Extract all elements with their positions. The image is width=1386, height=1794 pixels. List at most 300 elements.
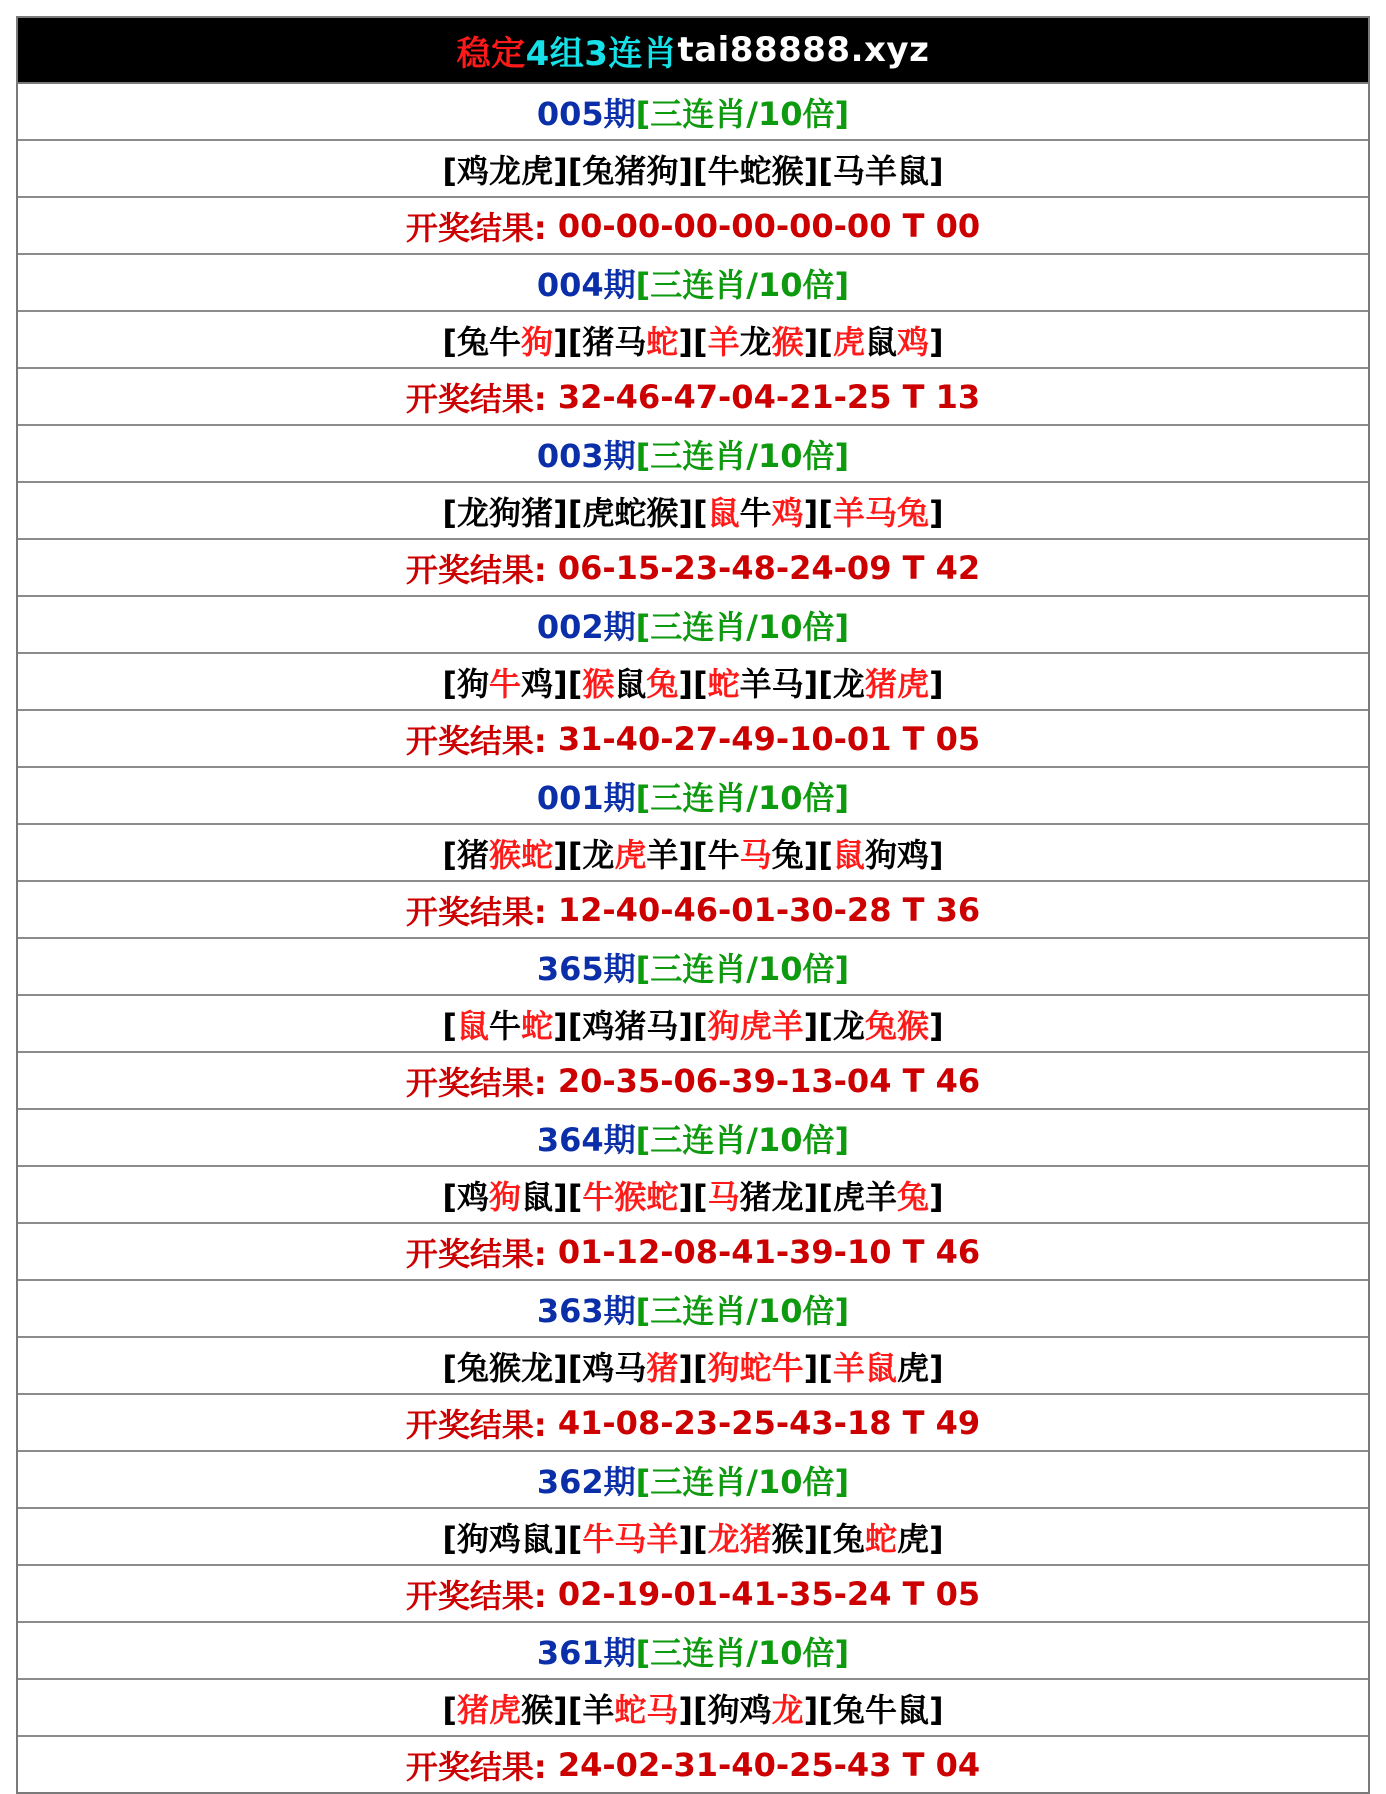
period-label: 001期 xyxy=(536,778,636,817)
group-close-bracket: ] xyxy=(678,664,693,703)
group-open-bracket: [ xyxy=(693,1690,708,1729)
zodiac: 虎 xyxy=(521,151,554,190)
zodiac-group xyxy=(568,830,693,876)
zodiac: 牛 xyxy=(489,1006,522,1045)
zodiac-hit: 狗 xyxy=(707,1006,740,1045)
bet-tag: [三连肖/10倍] xyxy=(635,265,850,304)
bet-tag: [三连肖/10倍] xyxy=(635,1462,850,1501)
group-open-bracket: [ xyxy=(442,1519,458,1558)
group-close-bracket: ] xyxy=(928,835,944,874)
zodiac-group xyxy=(568,1343,693,1389)
period-row xyxy=(18,1621,1368,1678)
group-close-bracket: ] xyxy=(928,493,944,532)
zodiac-hit: 牛 xyxy=(489,664,522,703)
zodiac: 鸡 xyxy=(457,1177,490,1216)
group-close-bracket: ] xyxy=(678,493,693,532)
zodiac: 牛 xyxy=(864,1690,897,1729)
zodiac-group xyxy=(693,1685,818,1731)
zodiac-hit: 兔 xyxy=(864,1006,897,1045)
result-numbers: 02-19-01-41-35-24 T 05 xyxy=(557,1574,981,1613)
zodiac: 龙 xyxy=(832,664,865,703)
group-open-bracket: [ xyxy=(818,1006,833,1045)
zodiac-hit: 羊 xyxy=(707,322,740,361)
group-close-bracket: ] xyxy=(803,1690,819,1729)
zodiac-group xyxy=(442,659,567,705)
zodiac-hit: 猪 xyxy=(646,1348,679,1387)
group-close-bracket: ] xyxy=(803,322,819,361)
period-label: 361期 xyxy=(536,1633,636,1672)
zodiac-groups-row xyxy=(18,1507,1368,1564)
group-open-bracket: [ xyxy=(693,1519,708,1558)
result-label: 开奖结果: xyxy=(405,1747,558,1786)
zodiac-hit: 马 xyxy=(646,1690,679,1729)
zodiac-group xyxy=(568,1172,693,1218)
group-close-bracket: ] xyxy=(553,1519,568,1558)
zodiac: 鸡 xyxy=(489,1519,522,1558)
period-label: 362期 xyxy=(536,1462,636,1501)
zodiac-group xyxy=(442,830,567,876)
bet-tag: [三连肖/10倍] xyxy=(635,949,850,988)
result-label: 开奖结果: xyxy=(405,208,558,247)
zodiac: 猪 xyxy=(739,1177,772,1216)
zodiac: 鼠 xyxy=(521,1177,554,1216)
group-open-bracket: [ xyxy=(567,322,583,361)
period-row xyxy=(18,1450,1368,1507)
group-open-bracket: [ xyxy=(442,1177,458,1216)
zodiac-group xyxy=(693,659,818,705)
zodiac-group xyxy=(818,1001,943,1047)
zodiac-hit: 龙 xyxy=(707,1519,740,1558)
result-row xyxy=(18,1051,1368,1108)
group-open-bracket: [ xyxy=(818,1690,833,1729)
bet-tag: [三连肖/10倍] xyxy=(635,1633,850,1672)
zodiac: 龙 xyxy=(832,1006,865,1045)
result-row xyxy=(18,538,1368,595)
zodiac-group xyxy=(818,659,943,705)
zodiac-hit: 蛇 xyxy=(864,1519,897,1558)
result-row xyxy=(18,367,1368,424)
result-row xyxy=(18,1735,1368,1792)
title-part-stable: 稳定 xyxy=(456,33,526,74)
zodiac-group xyxy=(693,1343,818,1389)
zodiac: 蛇 xyxy=(614,493,647,532)
zodiac-groups-row xyxy=(18,481,1368,538)
zodiac: 虎 xyxy=(896,1348,929,1387)
zodiac: 兔 xyxy=(457,322,490,361)
zodiac-group xyxy=(818,1685,943,1731)
zodiac-hit: 蛇 xyxy=(521,835,554,874)
zodiac: 马 xyxy=(832,151,865,190)
zodiac: 猴 xyxy=(771,1519,804,1558)
group-open-bracket: [ xyxy=(442,1006,458,1045)
group-open-bracket: [ xyxy=(442,493,458,532)
zodiac-group xyxy=(693,317,818,363)
zodiac-hit: 龙 xyxy=(771,1690,804,1729)
zodiac-group xyxy=(818,488,943,534)
group-close-bracket: ] xyxy=(678,322,693,361)
zodiac: 猴 xyxy=(521,1690,554,1729)
group-open-bracket: [ xyxy=(818,1519,833,1558)
group-open-bracket: [ xyxy=(818,151,833,190)
zodiac-hit: 虎 xyxy=(896,664,929,703)
zodiac-hit: 虎 xyxy=(489,1690,522,1729)
zodiac-hit: 马 xyxy=(707,1177,740,1216)
zodiac-hit: 狗 xyxy=(707,1348,740,1387)
group-close-bracket: ] xyxy=(928,1519,944,1558)
zodiac-group xyxy=(568,1001,693,1047)
zodiac-hit: 羊 xyxy=(832,1348,865,1387)
zodiac-group xyxy=(693,1514,818,1560)
zodiac-group xyxy=(442,317,567,363)
group-open-bracket: [ xyxy=(567,151,583,190)
zodiac-group xyxy=(693,146,818,192)
zodiac: 虎 xyxy=(832,1177,865,1216)
zodiac-group xyxy=(442,1685,567,1731)
zodiac: 龙 xyxy=(457,493,490,532)
group-open-bracket: [ xyxy=(693,493,708,532)
result-row xyxy=(18,709,1368,766)
zodiac-group xyxy=(818,1514,943,1560)
zodiac: 龙 xyxy=(521,1348,554,1387)
zodiac-hit: 马 xyxy=(614,1519,647,1558)
zodiac-group xyxy=(568,1685,693,1731)
group-open-bracket: [ xyxy=(818,664,833,703)
period-label: 365期 xyxy=(536,949,636,988)
zodiac: 羊 xyxy=(646,835,679,874)
group-open-bracket: [ xyxy=(693,1006,708,1045)
bet-tag: [三连肖/10倍] xyxy=(635,1291,850,1330)
zodiac: 马 xyxy=(614,1348,647,1387)
group-open-bracket: [ xyxy=(567,664,583,703)
zodiac: 龙 xyxy=(489,151,522,190)
zodiac: 兔 xyxy=(457,1348,490,1387)
zodiac: 鼠 xyxy=(521,1519,554,1558)
zodiac-group xyxy=(442,146,567,192)
zodiac: 猪 xyxy=(521,493,554,532)
title-part-groups: 4组3连肖 xyxy=(525,33,678,74)
zodiac: 鸡 xyxy=(457,151,490,190)
result-numbers: 06-15-23-48-24-09 T 42 xyxy=(557,548,981,587)
zodiac: 狗 xyxy=(864,835,897,874)
group-close-bracket: ] xyxy=(928,1690,944,1729)
result-label: 开奖结果: xyxy=(405,1405,558,1444)
prediction-board xyxy=(16,16,1370,1794)
zodiac-group xyxy=(568,1514,693,1560)
zodiac: 兔 xyxy=(832,1690,865,1729)
result-label: 开奖结果: xyxy=(405,1063,558,1102)
group-open-bracket: [ xyxy=(567,1348,583,1387)
result-numbers: 32-46-47-04-21-25 T 13 xyxy=(557,377,981,416)
zodiac-group xyxy=(568,488,693,534)
zodiac: 羊 xyxy=(739,664,772,703)
group-close-bracket: ] xyxy=(678,1519,693,1558)
group-close-bracket: ] xyxy=(803,835,819,874)
result-row xyxy=(18,880,1368,937)
result-label: 开奖结果: xyxy=(405,1234,558,1273)
group-close-bracket: ] xyxy=(803,1177,819,1216)
zodiac-group xyxy=(568,659,693,705)
zodiac-hit: 虎 xyxy=(614,835,647,874)
zodiac: 狗 xyxy=(707,1690,740,1729)
result-label: 开奖结果: xyxy=(405,721,558,760)
period-row xyxy=(18,84,1368,139)
period-row xyxy=(18,1108,1368,1165)
zodiac-group xyxy=(442,488,567,534)
group-open-bracket: [ xyxy=(567,1177,583,1216)
zodiac: 兔 xyxy=(832,1519,865,1558)
zodiac-group xyxy=(818,146,943,192)
bet-tag: [三连肖/10倍] xyxy=(635,778,850,817)
zodiac-hit: 鸡 xyxy=(771,493,804,532)
zodiac: 狗 xyxy=(646,151,679,190)
zodiac-group xyxy=(568,317,693,363)
group-close-bracket: ] xyxy=(928,1177,944,1216)
result-numbers: 24-02-31-40-25-43 T 04 xyxy=(557,1745,981,1784)
group-open-bracket: [ xyxy=(567,1519,583,1558)
group-open-bracket: [ xyxy=(442,1348,458,1387)
group-open-bracket: [ xyxy=(693,151,708,190)
zodiac: 猪 xyxy=(614,151,647,190)
zodiac: 兔 xyxy=(582,151,615,190)
zodiac: 马 xyxy=(771,664,804,703)
zodiac-hit: 鸡 xyxy=(896,322,929,361)
zodiac: 蛇 xyxy=(739,151,772,190)
zodiac-hit: 鼠 xyxy=(457,1006,490,1045)
group-close-bracket: ] xyxy=(553,1690,568,1729)
group-close-bracket: ] xyxy=(803,1006,819,1045)
zodiac: 龙 xyxy=(739,322,772,361)
group-open-bracket: [ xyxy=(567,493,583,532)
bet-tag: [三连肖/10倍] xyxy=(635,607,850,646)
group-close-bracket: ] xyxy=(553,151,568,190)
zodiac-group xyxy=(442,1001,567,1047)
zodiac-group xyxy=(442,1514,567,1560)
zodiac: 牛 xyxy=(707,835,740,874)
result-row xyxy=(18,1393,1368,1450)
zodiac: 羊 xyxy=(864,1177,897,1216)
zodiac-group xyxy=(442,1172,567,1218)
zodiac: 猪 xyxy=(614,1006,647,1045)
group-open-bracket: [ xyxy=(693,835,708,874)
group-close-bracket: ] xyxy=(553,835,568,874)
group-close-bracket: ] xyxy=(928,322,944,361)
group-open-bracket: [ xyxy=(567,1690,583,1729)
period-label: 363期 xyxy=(536,1291,636,1330)
period-row xyxy=(18,766,1368,823)
zodiac-hit: 马 xyxy=(739,835,772,874)
result-row xyxy=(18,1222,1368,1279)
result-label: 开奖结果: xyxy=(405,379,558,418)
zodiac: 狗 xyxy=(457,1519,490,1558)
group-open-bracket: [ xyxy=(818,835,833,874)
period-row xyxy=(18,937,1368,994)
page-title xyxy=(18,18,1368,84)
zodiac: 羊 xyxy=(582,1690,615,1729)
zodiac-group xyxy=(442,1343,567,1389)
zodiac: 猪 xyxy=(582,322,615,361)
group-close-bracket: ] xyxy=(678,1348,693,1387)
group-close-bracket: ] xyxy=(928,1006,944,1045)
period-row xyxy=(18,424,1368,481)
zodiac-group xyxy=(818,1343,943,1389)
zodiac-hit: 蛇 xyxy=(646,1177,679,1216)
zodiac: 鸡 xyxy=(739,1690,772,1729)
group-close-bracket: ] xyxy=(928,151,944,190)
zodiac-hit: 蛇 xyxy=(739,1348,772,1387)
zodiac: 鼠 xyxy=(896,151,929,190)
zodiac: 狗 xyxy=(489,493,522,532)
zodiac: 鸡 xyxy=(582,1006,615,1045)
zodiac-groups-row xyxy=(18,994,1368,1051)
zodiac-hit: 狗 xyxy=(521,322,554,361)
zodiac: 鼠 xyxy=(864,322,897,361)
zodiac-hit: 牛 xyxy=(582,1177,615,1216)
zodiac-hit: 鼠 xyxy=(832,835,865,874)
period-label: 364期 xyxy=(536,1120,636,1159)
period-label: 004期 xyxy=(536,265,636,304)
group-close-bracket: ] xyxy=(803,493,819,532)
zodiac-group xyxy=(818,1172,943,1218)
period-row xyxy=(18,253,1368,310)
group-close-bracket: ] xyxy=(553,1348,568,1387)
group-close-bracket: ] xyxy=(803,1519,819,1558)
group-close-bracket: ] xyxy=(803,1348,819,1387)
group-close-bracket: ] xyxy=(553,1006,568,1045)
zodiac-hit: 马 xyxy=(864,493,897,532)
zodiac-hit: 蛇 xyxy=(707,664,740,703)
group-close-bracket: ] xyxy=(553,664,568,703)
title-part-site: tai88888.xyz xyxy=(677,30,930,70)
zodiac: 虎 xyxy=(582,493,615,532)
bet-tag: [三连肖/10倍] xyxy=(635,1120,850,1159)
group-open-bracket: [ xyxy=(442,322,458,361)
zodiac-hit: 牛 xyxy=(582,1519,615,1558)
zodiac-groups-row xyxy=(18,652,1368,709)
result-numbers: 31-40-27-49-10-01 T 05 xyxy=(557,719,981,758)
group-open-bracket: [ xyxy=(442,151,458,190)
period-row xyxy=(18,595,1368,652)
zodiac-group xyxy=(693,1172,818,1218)
group-close-bracket: ] xyxy=(553,322,568,361)
zodiac: 鸡 xyxy=(896,835,929,874)
zodiac-hit: 猴 xyxy=(771,322,804,361)
zodiac-hit: 牛 xyxy=(771,1348,804,1387)
zodiac-hit: 羊 xyxy=(646,1519,679,1558)
zodiac: 牛 xyxy=(739,493,772,532)
group-open-bracket: [ xyxy=(567,835,583,874)
group-close-bracket: ] xyxy=(678,1177,693,1216)
zodiac-group xyxy=(818,830,943,876)
zodiac: 牛 xyxy=(707,151,740,190)
group-open-bracket: [ xyxy=(442,835,458,874)
zodiac-hit: 兔 xyxy=(896,493,929,532)
zodiac-group xyxy=(693,1001,818,1047)
zodiac: 羊 xyxy=(864,151,897,190)
zodiac-groups-row xyxy=(18,1165,1368,1222)
zodiac-hit: 鼠 xyxy=(707,493,740,532)
zodiac-hit: 猴 xyxy=(896,1006,929,1045)
result-row xyxy=(18,1564,1368,1621)
group-open-bracket: [ xyxy=(693,664,708,703)
zodiac-hit: 猪 xyxy=(739,1519,772,1558)
zodiac: 猴 xyxy=(771,151,804,190)
zodiac: 猪 xyxy=(457,835,490,874)
zodiac-hit: 鼠 xyxy=(864,1348,897,1387)
zodiac: 鼠 xyxy=(614,664,647,703)
zodiac-hit: 蛇 xyxy=(646,322,679,361)
zodiac-hit: 蛇 xyxy=(614,1690,647,1729)
group-open-bracket: [ xyxy=(818,322,833,361)
group-open-bracket: [ xyxy=(693,1348,708,1387)
group-close-bracket: ] xyxy=(678,1006,693,1045)
zodiac-group xyxy=(818,317,943,363)
zodiac: 虎 xyxy=(896,1519,929,1558)
group-open-bracket: [ xyxy=(442,1690,458,1729)
zodiac: 马 xyxy=(614,322,647,361)
result-numbers: 12-40-46-01-30-28 T 36 xyxy=(557,890,981,929)
group-close-bracket: ] xyxy=(803,151,819,190)
group-close-bracket: ] xyxy=(553,1177,568,1216)
draw-list xyxy=(18,84,1368,1792)
zodiac: 鼠 xyxy=(896,1690,929,1729)
zodiac-groups-row xyxy=(18,310,1368,367)
result-numbers: 20-35-06-39-13-04 T 46 xyxy=(557,1061,981,1100)
group-close-bracket: ] xyxy=(678,835,693,874)
group-open-bracket: [ xyxy=(442,664,458,703)
bet-tag: [三连肖/10倍] xyxy=(635,436,850,475)
group-close-bracket: ] xyxy=(803,664,819,703)
zodiac: 马 xyxy=(646,1006,679,1045)
group-open-bracket: [ xyxy=(818,1177,833,1216)
zodiac-group xyxy=(568,146,693,192)
zodiac-hit: 猪 xyxy=(457,1690,490,1729)
zodiac-group xyxy=(693,830,818,876)
zodiac: 龙 xyxy=(771,1177,804,1216)
group-close-bracket: ] xyxy=(553,493,568,532)
zodiac-hit: 狗 xyxy=(489,1177,522,1216)
group-open-bracket: [ xyxy=(693,1177,708,1216)
group-close-bracket: ] xyxy=(678,151,693,190)
zodiac: 猴 xyxy=(646,493,679,532)
group-open-bracket: [ xyxy=(818,493,833,532)
result-label: 开奖结果: xyxy=(405,550,558,589)
zodiac-hit: 兔 xyxy=(646,664,679,703)
group-close-bracket: ] xyxy=(678,1690,693,1729)
zodiac-hit: 虎 xyxy=(739,1006,772,1045)
zodiac: 龙 xyxy=(582,835,615,874)
period-label: 005期 xyxy=(536,94,636,133)
zodiac-group xyxy=(693,488,818,534)
zodiac-groups-row xyxy=(18,1678,1368,1735)
zodiac-hit: 羊 xyxy=(771,1006,804,1045)
zodiac-groups-row xyxy=(18,1336,1368,1393)
zodiac-hit: 虎 xyxy=(832,322,865,361)
group-open-bracket: [ xyxy=(693,322,708,361)
period-label: 002期 xyxy=(536,607,636,646)
zodiac-hit: 蛇 xyxy=(521,1006,554,1045)
zodiac: 兔 xyxy=(771,835,804,874)
result-numbers: 00-00-00-00-00-00 T 00 xyxy=(557,206,981,245)
zodiac-hit: 兔 xyxy=(896,1177,929,1216)
zodiac-hit: 猪 xyxy=(864,664,897,703)
group-close-bracket: ] xyxy=(928,664,944,703)
zodiac-hit: 羊 xyxy=(832,493,865,532)
zodiac: 牛 xyxy=(489,322,522,361)
bet-tag: [三连肖/10倍] xyxy=(635,94,850,133)
group-open-bracket: [ xyxy=(818,1348,833,1387)
result-label: 开奖结果: xyxy=(405,1576,558,1615)
zodiac-hit: 猴 xyxy=(582,664,615,703)
